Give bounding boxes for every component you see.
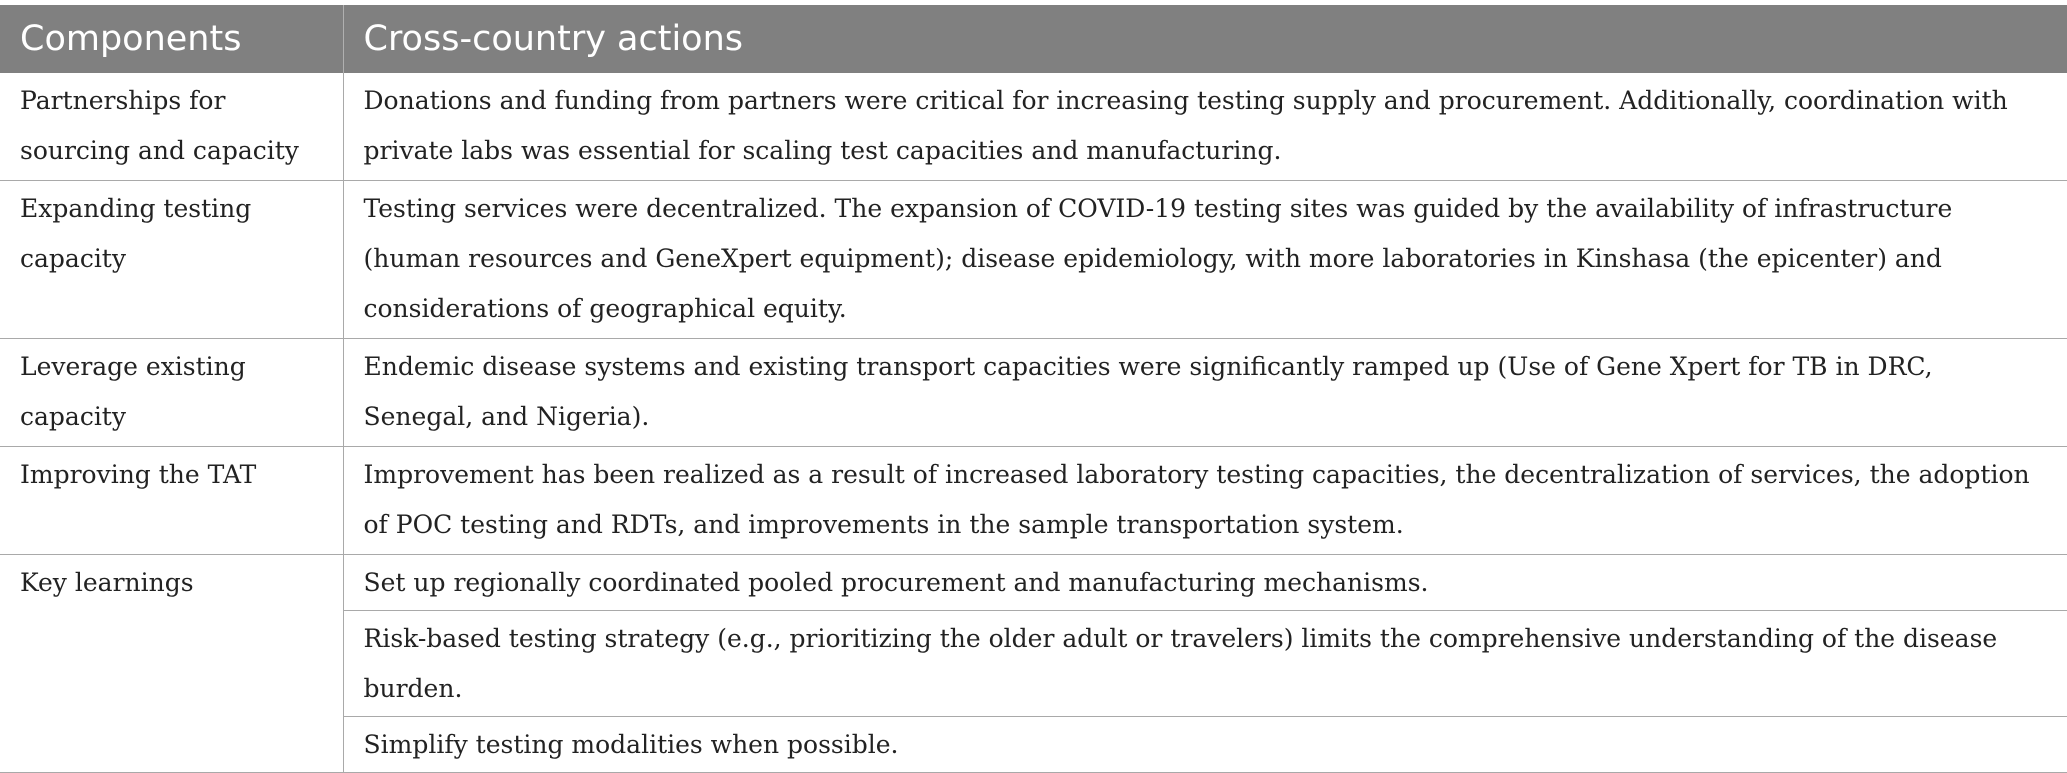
table-row <box>0 181 2067 339</box>
component-cell: Expanding testing capacity <box>0 181 343 339</box>
action-cell: Endemic disease systems and existing transport capacities were significantly ramped up (Use of Gene Xpert for TB in DRC, Senegal, and Nigeria). <box>343 339 2067 447</box>
table-row <box>0 339 2067 447</box>
table-header <box>0 5 2067 73</box>
header-components: Components <box>0 5 343 73</box>
action-cell: Testing services were decentralized. The expansion of COVID-19 testing sites was guided by the availability of infrastructure (human resources and GeneXpert equipment); disease epidemiology, with more laboratories in Kinshasa (the epicenter) and considerations of geographical equity. <box>343 181 2067 339</box>
table-row <box>0 447 2067 555</box>
action-cell: Risk-based testing strategy (e.g., prioritizing the older adult or travelers) limits the comprehensive understanding of the disease burden. <box>343 611 2067 717</box>
action-cell: Improvement has been realized as a result of increased laboratory testing capacities, the decentralization of services, the adoption of POC testing and RDTs, and improvements in the sample transportation system. <box>343 447 2067 555</box>
component-cell: Improving the TAT <box>0 447 343 555</box>
table-row <box>0 555 2067 611</box>
component-cell-key-learnings: Key learnings <box>0 555 343 773</box>
table-container <box>0 5 2067 773</box>
action-cell: Simplify testing modalities when possible. <box>343 717 2067 773</box>
component-cell: Partnerships for sourcing and capacity <box>0 73 343 181</box>
component-cell: Leverage existing capacity <box>0 339 343 447</box>
header-row <box>0 5 2067 73</box>
action-cell: Donations and funding from partners were critical for increasing testing supply and procurement. Additionally, coordination with private labs was essential for scaling test capacities and manufacturing. <box>343 73 2067 181</box>
table-body <box>0 73 2067 773</box>
cross-country-actions-table <box>0 5 2067 773</box>
header-cross-country-actions: Cross-country actions <box>343 5 2067 73</box>
action-cell: Set up regionally coordinated pooled procurement and manufacturing mechanisms. <box>343 555 2067 611</box>
table-row <box>0 73 2067 181</box>
